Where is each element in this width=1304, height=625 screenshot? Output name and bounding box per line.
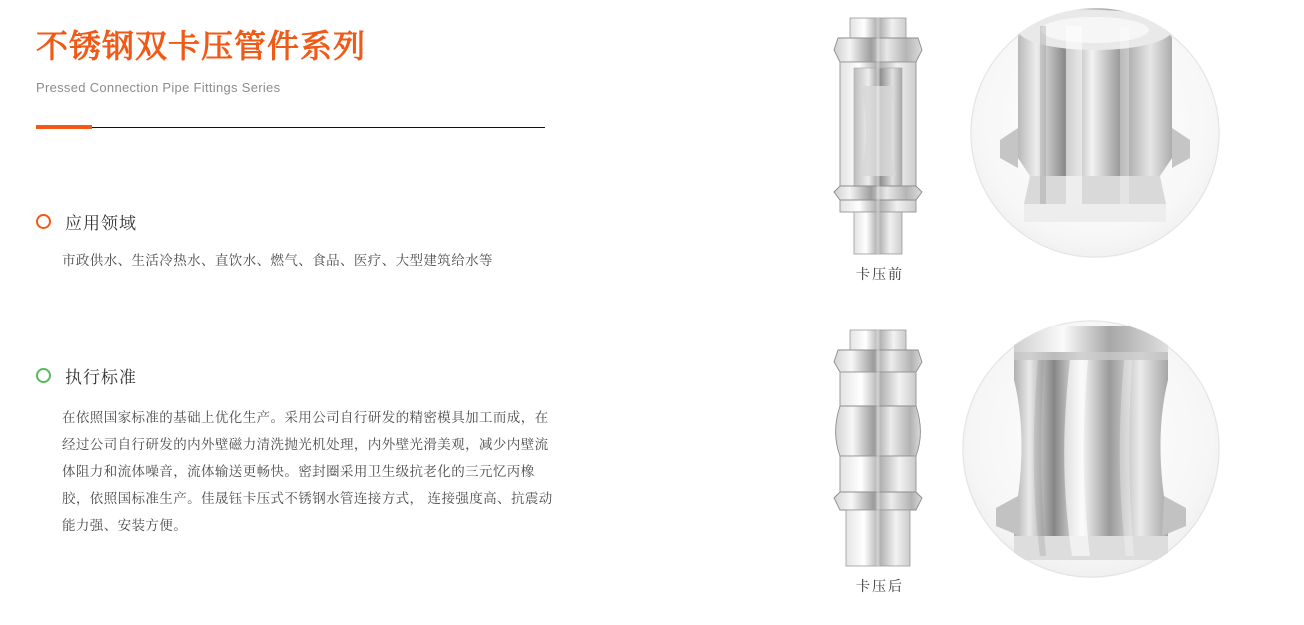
figure-before-press — [700, 6, 1304, 306]
title-divider — [36, 123, 545, 133]
page-title: 不锈钢双卡压管件系列 — [36, 28, 367, 64]
pipe-fitting-photo-before — [970, 8, 1220, 258]
section-body-execution-standard: 在依照国家标准的基础上优化生产。采用公司自行研发的精密模具加工而成，在经过公司自行研发的内外壁磁力清洗抛光机处理，内外壁光滑美观，减少内壁流体阻力和流体噪音，流体输送更畅快。密封圈采用卫生级抗老化的三元忆丙橡胶，依照国标准生产。佳晟钰卡压式不锈钢水管连接方式， 连接强度高、抗震动能力强、安装方便。 — [62, 410, 553, 534]
section-title-application-fields: 应用领域 — [65, 213, 137, 233]
pipe-fitting-line-art-after — [798, 328, 958, 568]
pipe-fitting-photo-after — [962, 320, 1220, 578]
left-content-column — [36, 0, 636, 625]
section-header-application-fields — [36, 209, 636, 234]
divider-line — [36, 127, 545, 128]
right-image-column — [700, 0, 1304, 625]
circle-bullet-icon — [36, 214, 51, 229]
section-title-execution-standard: 执行标准 — [65, 368, 137, 388]
circle-bullet-icon — [36, 368, 51, 383]
section-header-execution-standard — [36, 363, 636, 388]
section-body-application-fields: 市政供水、生活冷热水、直饮水、燃气、食品、医疗、大型建筑给水等 — [62, 252, 493, 268]
section-application-fields — [36, 133, 636, 272]
figure-caption-after: 卡压后 — [856, 578, 904, 594]
figure-caption-before: 卡压前 — [856, 266, 904, 282]
divider-accent-bar — [36, 125, 92, 129]
pipe-fitting-line-art-before — [798, 16, 958, 256]
figure-after-press — [700, 318, 1304, 618]
page-subtitle: Pressed Connection Pipe Fittings Series — [36, 79, 281, 95]
section-execution-standard — [36, 271, 636, 539]
